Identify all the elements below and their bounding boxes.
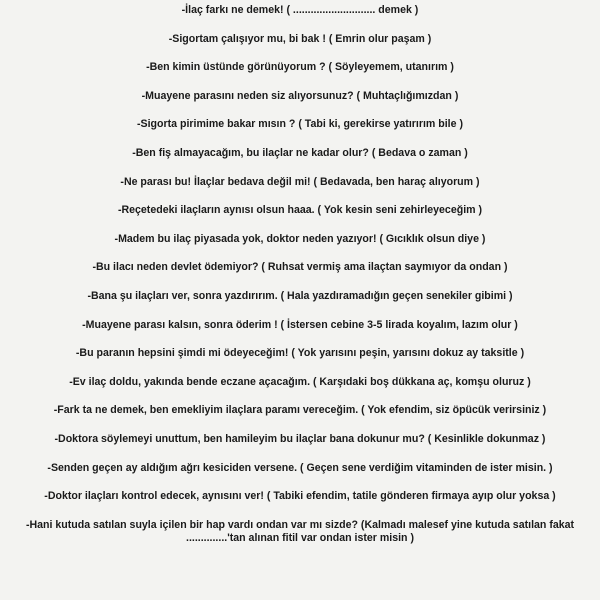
list-item [0,431,600,460]
list-item [0,488,600,517]
dialogue-text: -Muayene parası kalsın, sonra öderim ! ( İstersen cebine 3-5 lirada koyalım, lazım olur ) [82,318,518,331]
dialogue-list [0,2,600,553]
list-item [0,174,600,203]
dialogue-text: -Muayene parasını neden siz alıyorsunuz? ( Muhtaçlığımızdan ) [141,89,459,102]
dialogue-text: -Madem bu ilaç piyasada yok, doktor neden yazıyor! ( Gıcıklık olsun diye ) [114,232,486,245]
list-item [0,59,600,88]
dialogue-text: -İlaç farkı ne demek! ( ............................ demek ) [181,4,419,16]
list-item [0,31,600,60]
dialogue-text: -Doktora söylemeyi unuttum, ben hamileyim bu ilaçlar bana dokunur mu? ( Kesinlikle dokunmaz ) [54,432,546,445]
list-item [0,231,600,260]
dialogue-text: -Doktor ilaçları kontrol edecek, aynısını ver! ( Tabiki efendim, tatile gönderen firmaya ayıp olur yoksa ) [44,490,556,503]
list-item [0,88,600,117]
dialogue-text: -Sigortam çalışıyor mu, bi bak ! ( Emrin olur paşam ) [168,32,432,45]
dialogue-text: -Bu ilacı neden devlet ödemiyor? ( Ruhsat vermiş ama ilaçtan saymıyor da ondan ) [92,261,508,274]
list-item [0,288,600,317]
list-item [0,517,600,553]
list-item [0,259,600,288]
list-item [0,460,600,489]
dialogue-text: -Bu paranın hepsini şimdi mi ödeyeceğim! ( Yok yarısını peşin, yarısını dokuz ay taksitle ) [75,347,525,360]
dialogue-text: -Reçetedeki ilaçların aynısı olsun haaa. ( Yok kesin seni zehirleyeceğim ) [117,204,483,217]
dialogue-text: -Bana şu ilaçları ver, sonra yazdırırım. ( Hala yazdıramadığın geçen senekiler gibimi ) [87,289,513,302]
list-item [0,374,600,403]
dialogue-text: -Hani kutuda satılan suyla içilen bir hap vardı ondan var mı sizde? (Kalmadı malesef yine kutuda satılan fakat ..............'tan alınan fitil var ondan ister misin ) [25,518,575,544]
dialogue-text: -Ben kimin üstünde görünüyorum ? ( Söyleyemem, utanırım ) [146,61,454,74]
dialogue-text: -Ben fiş almayacağım, bu ilaçlar ne kadar olur? ( Bedava o zaman ) [132,146,468,159]
dialogue-text: -Senden geçen ay aldığım ağrı kesiciden versene. ( Geçen sene verdiğim vitaminden de ister misin. ) [47,461,553,474]
list-item [0,145,600,174]
list-item [0,116,600,145]
dialogue-text: -Fark ta ne demek, ben emekliyim ilaçlara paramı vereceğim. ( Yok efendim, siz öpücük verirsiniz ) [53,404,547,417]
list-item [0,202,600,231]
list-item [0,317,600,346]
list-item [0,2,600,31]
dialogue-text: -Ev ilaç doldu, yakında bende eczane açacağım. ( Karşıdaki boş dükkana aç, komşu oluruz ) [69,375,531,388]
list-item [0,345,600,374]
list-item [0,402,600,431]
dialogue-text: -Sigorta pirimime bakar mısın ? ( Tabi ki, gerekirse yatırırım bile ) [137,118,463,131]
dialogue-text: -Ne parası bu! İlaçlar bedava değil mi! ( Bedavada, ben haraç alıyorum ) [120,175,480,188]
